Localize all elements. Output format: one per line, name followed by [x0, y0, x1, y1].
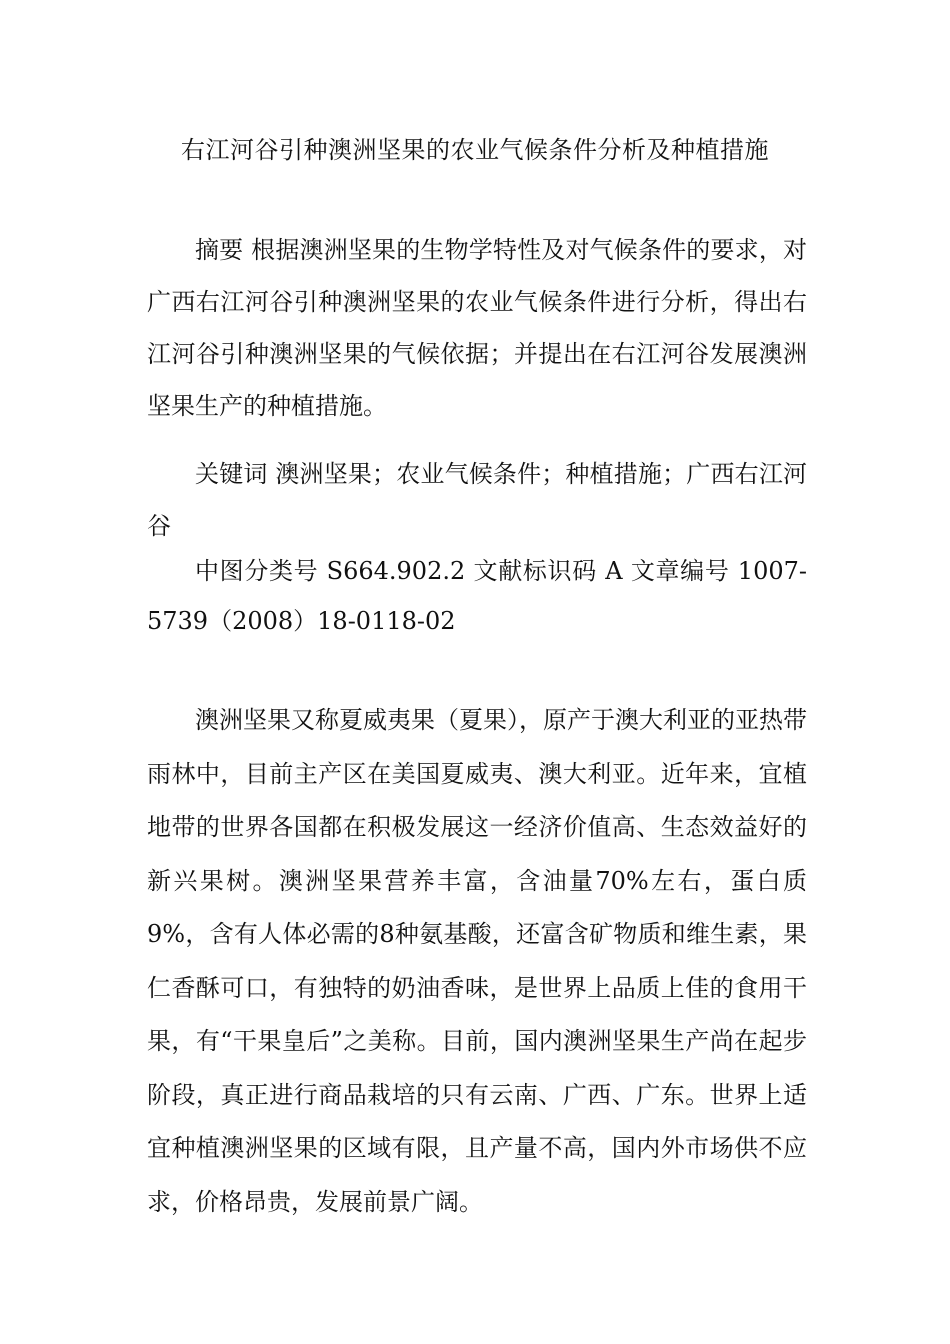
abstract-label: 摘要 [195, 236, 244, 264]
document-title: 右江河谷引种澳洲坚果的农业气候条件分析及种植措施 [181, 136, 769, 164]
classification-paragraph [147, 546, 807, 646]
abstract-paragraph [147, 224, 807, 432]
keywords-text: 澳洲坚果；农业气候条件；种植措施；广西右江河谷 [147, 460, 808, 540]
classification-text: 中图分类号 S664.902.2 文献标识码 A 文章编号 1007-5739（2008）18-0118-02 [147, 557, 807, 635]
keywords-label: 关键词 [195, 460, 268, 488]
abstract-text: 根据澳洲坚果的生物学特性及对气候条件的要求，对广西右江河谷引种澳洲坚果的农业气候条件进行分析，得出右江河谷引种澳洲坚果的气候依据；并提出在右江河谷发展澳洲坚果生产的种植措施。 [147, 236, 808, 420]
keywords-paragraph [147, 448, 807, 552]
intro-paragraph: 澳洲坚果又称夏威夷果（夏果），原产于澳大利亚的亚热带雨林中，目前主产区在美国夏威夷、澳大利亚。近年来，宜植地带的世界各国都在积极发展这一经济价值高、生态效益好的新兴果树。澳洲坚果营养丰富，含油量70%左右，蛋白质9%，含有人体必需的8种氨基酸，还富含矿物质和维生素，果仁香酥可口，有独特的奶油香味，是世界上品质上佳的食用干果，有“干果皇后”之美称。目前，国内澳洲坚果生产尚在起步阶段，真正进行商品栽培的只有云南、广西、广东。世界上适宜种植澳洲坚果的区域有限，且产量不高，国内外市场供不应求，价格昂贵，发展前景广阔。 [147, 706, 807, 1216]
